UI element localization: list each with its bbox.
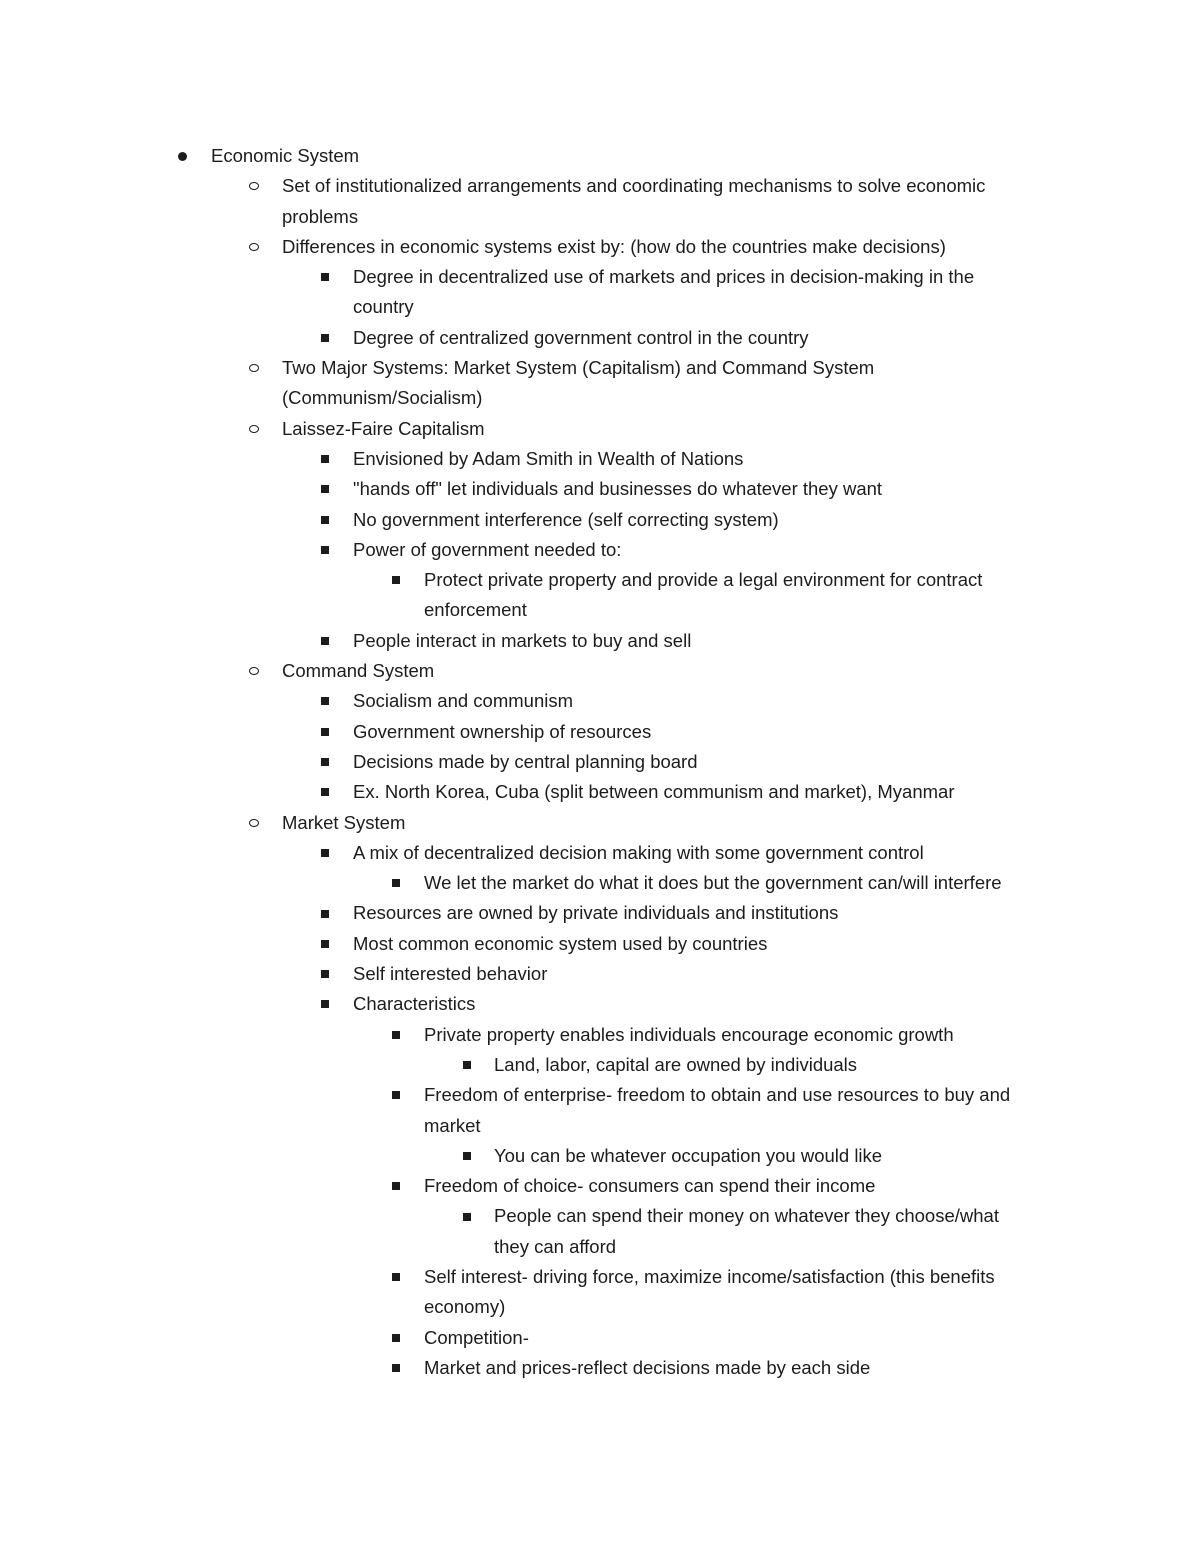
outline-text: Laissez-Faire Capitalism bbox=[282, 417, 485, 439]
square-bullet-icon bbox=[389, 565, 403, 595]
outline-line bbox=[0, 1262, 1200, 1292]
outline-line bbox=[0, 626, 1200, 656]
outline-line bbox=[0, 202, 1200, 232]
outline-line bbox=[0, 262, 1200, 292]
outline-text: Market System bbox=[282, 811, 406, 833]
outline-line bbox=[0, 141, 1200, 171]
outline-text: Set of institutionalized arrangements and coordinating mechanisms to solve economic bbox=[282, 175, 986, 197]
outline-text: We let the market do what it does but the government can/will interfere bbox=[424, 872, 1002, 894]
outline-line bbox=[0, 323, 1200, 353]
square-bullet-icon bbox=[389, 1323, 403, 1353]
square-bullet-icon bbox=[318, 323, 332, 353]
outline-line bbox=[0, 1292, 1200, 1322]
outline-text: Degree in decentralized use of markets and prices in decision-making in the bbox=[353, 266, 975, 288]
outline-line bbox=[0, 171, 1200, 201]
square-bullet-icon bbox=[318, 747, 332, 777]
circle-bullet-icon bbox=[247, 808, 261, 838]
document-page bbox=[0, 141, 1200, 1383]
outline-text: Land, labor, capital are owned by individuals bbox=[494, 1053, 858, 1075]
outline-line bbox=[0, 1020, 1200, 1050]
outline-line bbox=[0, 898, 1200, 928]
outline-text: Characteristics bbox=[353, 993, 476, 1015]
square-bullet-icon bbox=[389, 1020, 403, 1050]
outline-text: Resources are owned by private individuals and institutions bbox=[353, 902, 839, 924]
outline-text: Competition- bbox=[424, 1326, 529, 1348]
outline-line bbox=[0, 535, 1200, 565]
outline-text: People interact in markets to buy and sell bbox=[353, 629, 692, 651]
outline-line bbox=[0, 747, 1200, 777]
square-bullet-icon bbox=[389, 1080, 403, 1110]
square-bullet-icon bbox=[318, 474, 332, 504]
outline-text: Protect private property and provide a legal environment for contract bbox=[424, 569, 983, 591]
outline-line bbox=[0, 1080, 1200, 1110]
outline-text: Two Major Systems: Market System (Capitalism) and Command System bbox=[282, 357, 875, 379]
outline-line bbox=[0, 808, 1200, 838]
outline-text: People can spend their money on whatever they choose/what bbox=[494, 1205, 999, 1227]
outline-line bbox=[0, 292, 1200, 322]
outline-text: Differences in economic systems exist by: (how do the countries make decisions) bbox=[282, 235, 946, 257]
outline-line bbox=[0, 717, 1200, 747]
square-bullet-icon bbox=[318, 959, 332, 989]
outline-line bbox=[0, 444, 1200, 474]
outline-text: enforcement bbox=[424, 599, 527, 621]
outline-text: economy) bbox=[424, 1296, 506, 1318]
outline-line bbox=[0, 959, 1200, 989]
outline-text: Freedom of choice- consumers can spend their income bbox=[424, 1175, 876, 1197]
outline-line bbox=[0, 1201, 1200, 1231]
square-bullet-icon bbox=[318, 505, 332, 535]
outline-line bbox=[0, 383, 1200, 413]
square-bullet-icon bbox=[318, 444, 332, 474]
outline-line bbox=[0, 868, 1200, 898]
outline-text: Decisions made by central planning board bbox=[353, 750, 698, 772]
outline-line bbox=[0, 1171, 1200, 1201]
outline-text: Degree of centralized government control in the country bbox=[353, 326, 809, 348]
outline-line bbox=[0, 1353, 1200, 1383]
outline-line bbox=[0, 777, 1200, 807]
square-bullet-icon bbox=[318, 626, 332, 656]
outline-line bbox=[0, 1141, 1200, 1171]
outline-line bbox=[0, 505, 1200, 535]
outline-line bbox=[0, 232, 1200, 262]
circle-bullet-icon bbox=[247, 414, 261, 444]
outline-line bbox=[0, 474, 1200, 504]
outline-text: Ex. North Korea, Cuba (split between communism and market), Myanmar bbox=[353, 781, 955, 803]
outline-text: Most common economic system used by countries bbox=[353, 932, 768, 954]
square-bullet-icon bbox=[389, 1353, 403, 1383]
square-bullet-icon bbox=[318, 535, 332, 565]
outline-line bbox=[0, 1232, 1200, 1262]
outline-text: market bbox=[424, 1114, 481, 1136]
square-bullet-icon bbox=[318, 717, 332, 747]
circle-bullet-icon bbox=[247, 232, 261, 262]
outline-line bbox=[0, 595, 1200, 625]
square-bullet-icon bbox=[318, 929, 332, 959]
outline-line bbox=[0, 838, 1200, 868]
outline-text: Market and prices-reflect decisions made by each side bbox=[424, 1356, 871, 1378]
outline-text: Self interested behavior bbox=[353, 963, 548, 985]
outline-line bbox=[0, 1050, 1200, 1080]
outline-text: Private property enables individuals encourage economic growth bbox=[424, 1023, 954, 1045]
square-bullet-icon bbox=[318, 838, 332, 868]
outline-line bbox=[0, 929, 1200, 959]
square-bullet-icon bbox=[460, 1201, 474, 1231]
outline-text: No government interference (self correcting system) bbox=[353, 508, 779, 530]
square-bullet-icon bbox=[389, 1171, 403, 1201]
circle-bullet-icon bbox=[247, 656, 261, 686]
outline-text: A mix of decentralized decision making with some government control bbox=[353, 841, 924, 863]
outline-text: Economic System bbox=[211, 145, 360, 166]
outline-line bbox=[0, 414, 1200, 444]
disc-bullet-icon bbox=[175, 141, 189, 171]
outline-text: Power of government needed to: bbox=[353, 538, 622, 560]
square-bullet-icon bbox=[460, 1141, 474, 1171]
outline-line bbox=[0, 353, 1200, 383]
outline-line bbox=[0, 989, 1200, 1019]
outline-text: (Communism/Socialism) bbox=[282, 387, 483, 409]
square-bullet-icon bbox=[389, 1262, 403, 1292]
outline-text: "hands off" let individuals and businesses do whatever they want bbox=[353, 478, 883, 500]
outline-text: Self interest- driving force, maximize income/satisfaction (this benefits bbox=[424, 1265, 995, 1287]
outline-text: Socialism and communism bbox=[353, 690, 574, 712]
circle-bullet-icon bbox=[247, 171, 261, 201]
square-bullet-icon bbox=[318, 898, 332, 928]
square-bullet-icon bbox=[318, 777, 332, 807]
outline-text: country bbox=[353, 296, 414, 318]
outline-text: Freedom of enterprise- freedom to obtain and use resources to buy and bbox=[424, 1084, 1011, 1106]
outline-text: Command System bbox=[282, 660, 435, 682]
square-bullet-icon bbox=[460, 1050, 474, 1080]
outline-text: Government ownership of resources bbox=[353, 720, 652, 742]
circle-bullet-icon bbox=[247, 353, 261, 383]
square-bullet-icon bbox=[389, 868, 403, 898]
outline-text: problems bbox=[282, 205, 359, 227]
outline-text: You can be whatever occupation you would like bbox=[494, 1144, 883, 1166]
outline-text: Envisioned by Adam Smith in Wealth of Nations bbox=[353, 447, 744, 469]
outline-line bbox=[0, 656, 1200, 686]
square-bullet-icon bbox=[318, 262, 332, 292]
outline-line bbox=[0, 1111, 1200, 1141]
square-bullet-icon bbox=[318, 989, 332, 1019]
outline-line bbox=[0, 1323, 1200, 1353]
outline-text: they can afford bbox=[494, 1235, 617, 1257]
outline-line bbox=[0, 565, 1200, 595]
square-bullet-icon bbox=[318, 686, 332, 716]
outline-line bbox=[0, 686, 1200, 716]
